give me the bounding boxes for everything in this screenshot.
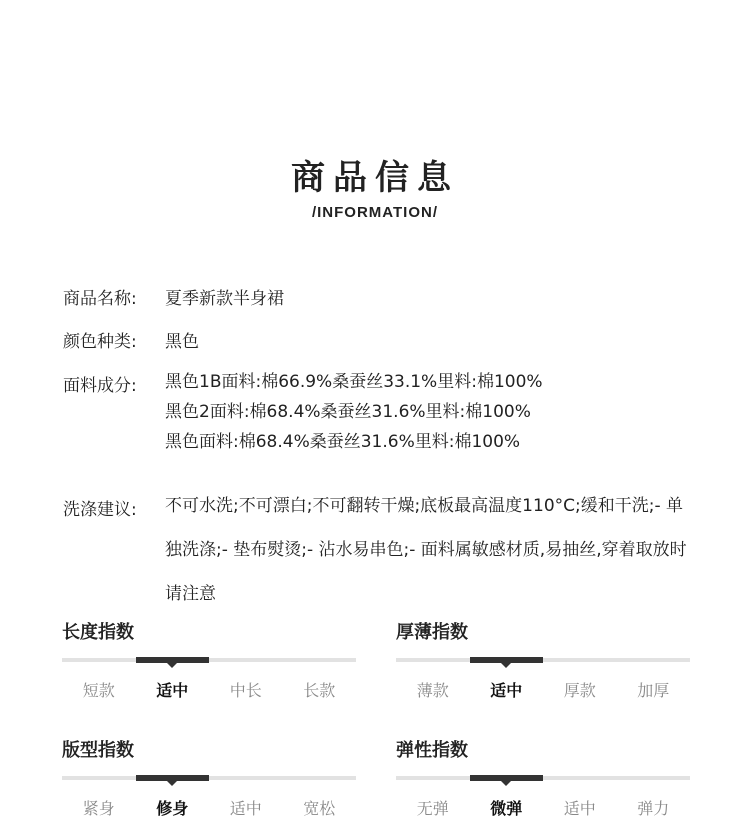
elasticity-index-indicator <box>470 775 544 781</box>
fabric-label: 面料成分: <box>63 376 137 396</box>
elasticity-option-stretch: 弹力 <box>637 799 670 818</box>
elasticity-index-track <box>396 776 690 780</box>
thickness-index-track <box>396 658 690 662</box>
product-name-value: 夏季新款半身裙 <box>165 289 284 309</box>
thickness-index-title: 厚薄指数 <box>396 622 468 643</box>
fit-option-tight: 紧身 <box>82 799 115 818</box>
thickness-option-thick: 厚款 <box>563 681 596 700</box>
page-subtitle: /INFORMATION/ <box>311 204 439 221</box>
length-index-track <box>62 658 356 662</box>
fabric-line: 黑色2面料:棉68.4%桑蚕丝31.6%里料:棉100% <box>165 402 531 422</box>
fit-option-loose: 宽松 <box>303 799 336 818</box>
wash-value: 不可水洗;不可漂白;不可翻转干燥;底板最高温度110°C;缓和干洗;- 单独洗涤;- 垫布熨烫;- 沾水易串色;- 面料属敏感材质,易抽丝,穿着取放时请注意 <box>165 496 687 604</box>
fit-option-slim: 修身 <box>156 799 189 818</box>
product-name-label: 商品名称: <box>63 289 137 309</box>
length-index-title: 长度指数 <box>62 622 134 643</box>
elasticity-option-none: 无弹 <box>416 799 449 818</box>
length-option-medium: 适中 <box>156 681 189 700</box>
length-option-long: 长款 <box>303 681 336 700</box>
elasticity-option-medium: 适中 <box>563 799 596 818</box>
thickness-option-thin: 薄款 <box>416 681 449 700</box>
length-index-indicator <box>136 657 210 663</box>
fit-index-indicator <box>136 775 210 781</box>
fabric-line: 黑色面料:棉68.4%桑蚕丝31.6%里料:棉100% <box>165 432 521 452</box>
thickness-index-indicator <box>470 657 544 663</box>
elasticity-index-title: 弹性指数 <box>396 740 468 761</box>
fit-index-track <box>62 776 356 780</box>
fit-index-title: 版型指数 <box>62 740 134 761</box>
length-option-mid-long: 中长 <box>229 681 262 700</box>
fit-option-medium: 适中 <box>229 799 262 818</box>
thickness-option-medium: 适中 <box>490 681 523 700</box>
wash-label: 洗涤建议: <box>63 500 137 520</box>
fabric-value <box>165 371 543 461</box>
page-title: 商品信息 <box>291 158 459 198</box>
thickness-option-extra-thick: 加厚 <box>637 681 670 700</box>
elasticity-option-slight: 微弹 <box>490 799 523 818</box>
color-label: 颜色种类: <box>63 332 137 352</box>
color-value: 黑色 <box>165 332 199 352</box>
fabric-line: 黑色1B面料:棉66.9%桑蚕丝33.1%里料:棉100% <box>165 372 543 392</box>
length-option-short: 短款 <box>82 681 115 700</box>
